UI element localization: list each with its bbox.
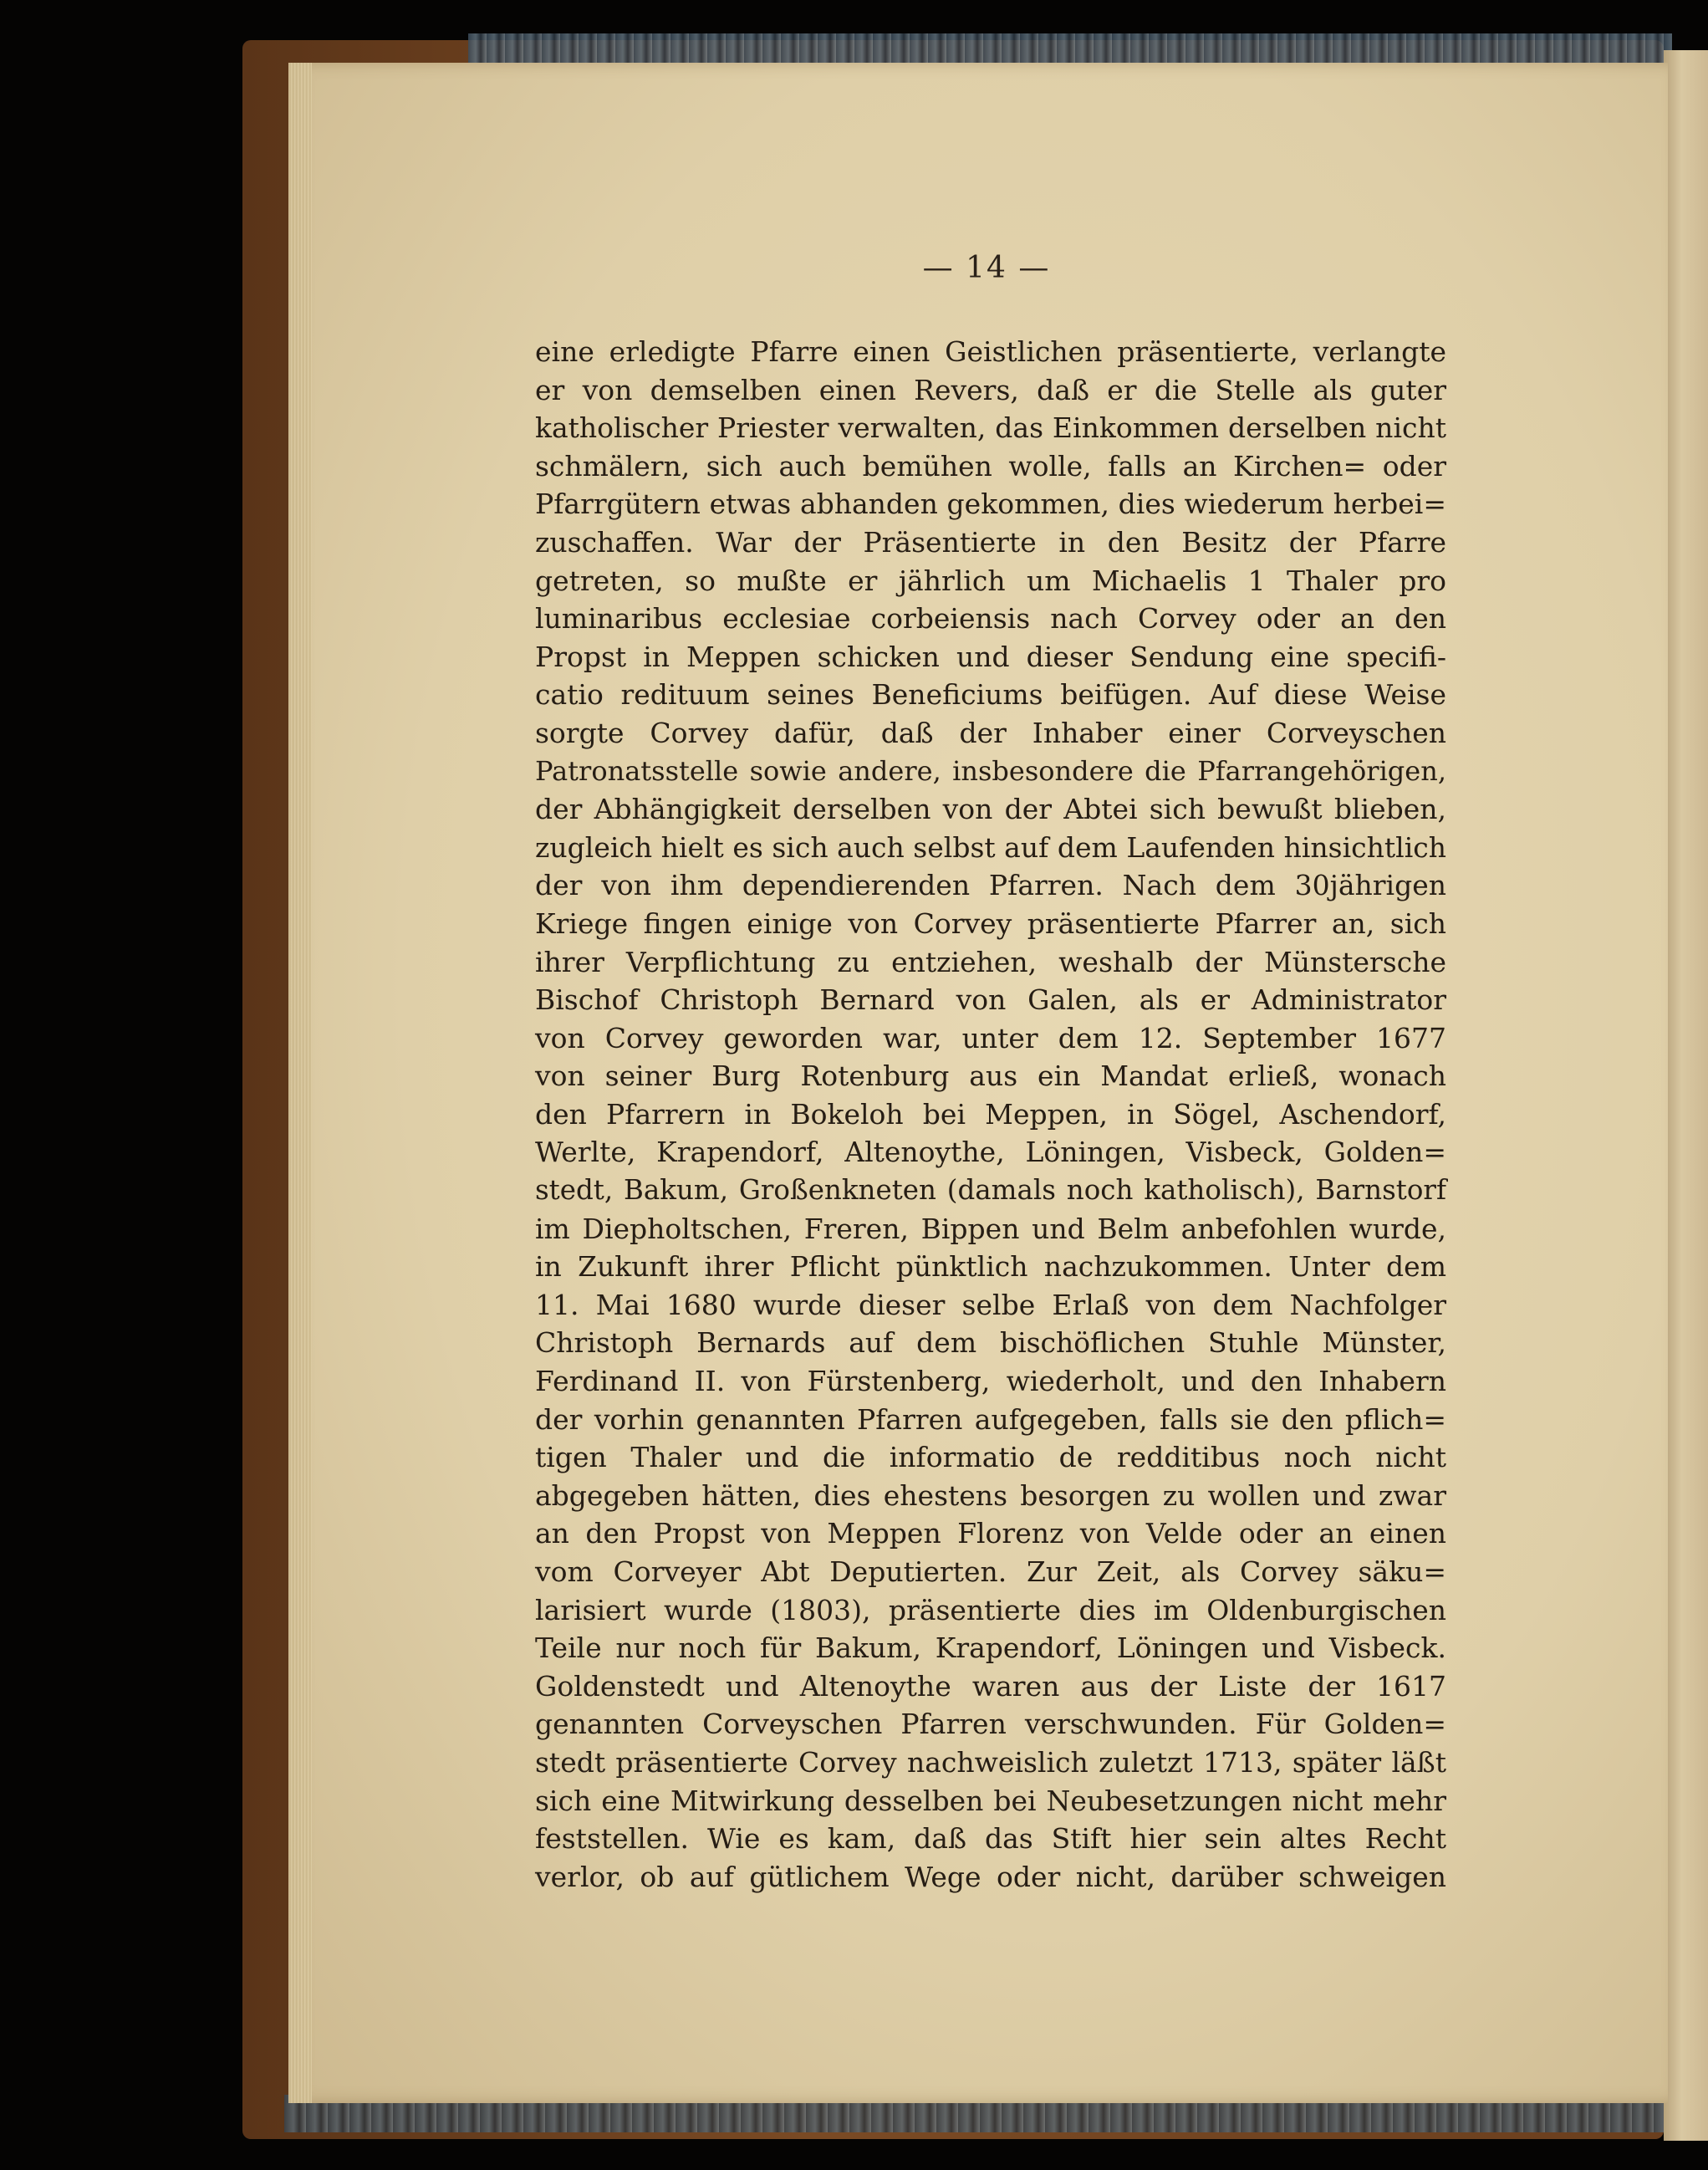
text-line: Werlte, Krapendorf, Altenoythe, Löningen, Visbeck, Golden= (535, 1136, 1446, 1169)
facing-page-edge (1664, 50, 1708, 2141)
text-line: katholischer Priester verwalten, das Einkommen derselben nicht (535, 411, 1446, 445)
text-line: stedt präsentierte Corvey nachweislich zuletzt 1713, später läßt (535, 1745, 1446, 1779)
text-line: abgegeben hätten, dies ehestens besorgen zu wollen und zwar (535, 1478, 1446, 1512)
text-line: schmälern, sich auch bemühen wolle, falls an Kirchen= oder (535, 449, 1446, 483)
text-line: vom Corveyer Abt Deputierten. Zur Zeit, als Corvey säku= (535, 1555, 1446, 1588)
text-line: Goldenstedt und Altenoythe waren aus der Liste der 1617 (535, 1669, 1446, 1703)
text-line: Propst in Meppen schicken und dieser Sendung eine specifi- (535, 640, 1446, 673)
page-number: — 14 — (922, 251, 1051, 285)
text-line: der Abhängigkeit derselben von der Abtei sich bewußt blieben, (535, 793, 1446, 826)
text-line: zugleich hielt es sich auch selbst auf dem Laufenden hinsichtlich (535, 830, 1446, 864)
text-line: luminaribus ecclesiae corbeiensis nach Corvey oder an den (535, 602, 1446, 636)
text-line: er von demselben einen Revers, daß er die Stelle als guter (535, 373, 1446, 406)
text-line: tigen Thaler und die informatio de redditibus noch nicht (535, 1441, 1446, 1474)
text-line: an den Propst von Meppen Florenz von Velde oder an einen (535, 1517, 1446, 1550)
text-line: Ferdinand II. von Fürstenberg, wiederholt, und den Inhabern (535, 1365, 1446, 1398)
text-line: der von ihm dependierenden Pfarren. Nach dem 30jährigen (535, 869, 1446, 902)
text-line: ihrer Verpflichtung zu entziehen, weshalb der Münstersche (535, 945, 1446, 978)
text-line: von seiner Burg Rotenburg aus ein Mandat erließ, wonach (535, 1059, 1446, 1093)
text-line: im Diepholtschen, Freren, Bippen und Belm anbefohlen wurde, (535, 1212, 1446, 1245)
text-line: in Zukunft ihrer Pflicht pünktlich nachzukommen. Unter dem (535, 1250, 1446, 1284)
text-line: sorgte Corvey dafür, daß der Inhaber einer Corveyschen (535, 716, 1446, 749)
page-stack-edge (288, 63, 312, 2103)
text-line: stedt, Bakum, Großenkneten (damals noch katholisch), Barnstorf (535, 1174, 1446, 1207)
text-line: 11. Mai 1680 wurde dieser selbe Erlaß von dem Nachfolger (535, 1288, 1446, 1321)
text-line: Christoph Bernards auf dem bischöflichen Stuhle Münster, (535, 1326, 1446, 1360)
cover-marbled-edge-top (468, 33, 1672, 67)
text-line: von Corvey geworden war, unter dem 12. September 1677 (535, 1021, 1446, 1054)
text-line: Teile nur noch für Bakum, Krapendorf, Löningen und Visbeck. (535, 1631, 1446, 1665)
text-line: zuschaffen. War der Präsentierte in den Besitz der Pfarre (535, 525, 1446, 559)
text-line: Kriege fingen einige von Corvey präsentierte Pfarrer an, sich (535, 906, 1446, 940)
text-line: feststellen. Wie es kam, daß das Stift hier sein altes Recht (535, 1822, 1446, 1856)
text-line: Patronatsstelle sowie andere, insbesondere die Pfarrangehörigen, (535, 754, 1446, 787)
text-line: sich eine Mitwirkung desselben bei Neubesetzungen nicht mehr (535, 1784, 1446, 1817)
text-line: Bischof Christoph Bernard von Galen, als er Administrator (535, 983, 1446, 1017)
text-line: Pfarrgütern etwas abhanden gekommen, dies wiederum herbei= (535, 488, 1446, 521)
text-line: der vorhin genannten Pfarren aufgegeben, falls sie den pflich= (535, 1402, 1446, 1436)
text-line: catio redituum seines Beneficiums beifügen. Auf diese Weise (535, 678, 1446, 712)
body-text (535, 333, 1446, 1896)
text-line: verlor, ob auf gütlichem Wege oder nicht, darüber schweigen (535, 1860, 1446, 1893)
text-line: eine erledigte Pfarre einen Geistlichen präsentierte, verlangte (535, 335, 1446, 368)
text-line: larisiert wurde (1803), präsentierte dies im Oldenburgischen (535, 1593, 1446, 1626)
text-line: den Pfarrern in Bokeloh bei Meppen, in Sögel, Aschendorf, (535, 1097, 1446, 1131)
text-line: genannten Corveyschen Pfarren verschwunden. Für Golden= (535, 1708, 1446, 1741)
text-line: getreten, so mußte er jährlich um Michaelis 1 Thaler pro (535, 564, 1446, 597)
